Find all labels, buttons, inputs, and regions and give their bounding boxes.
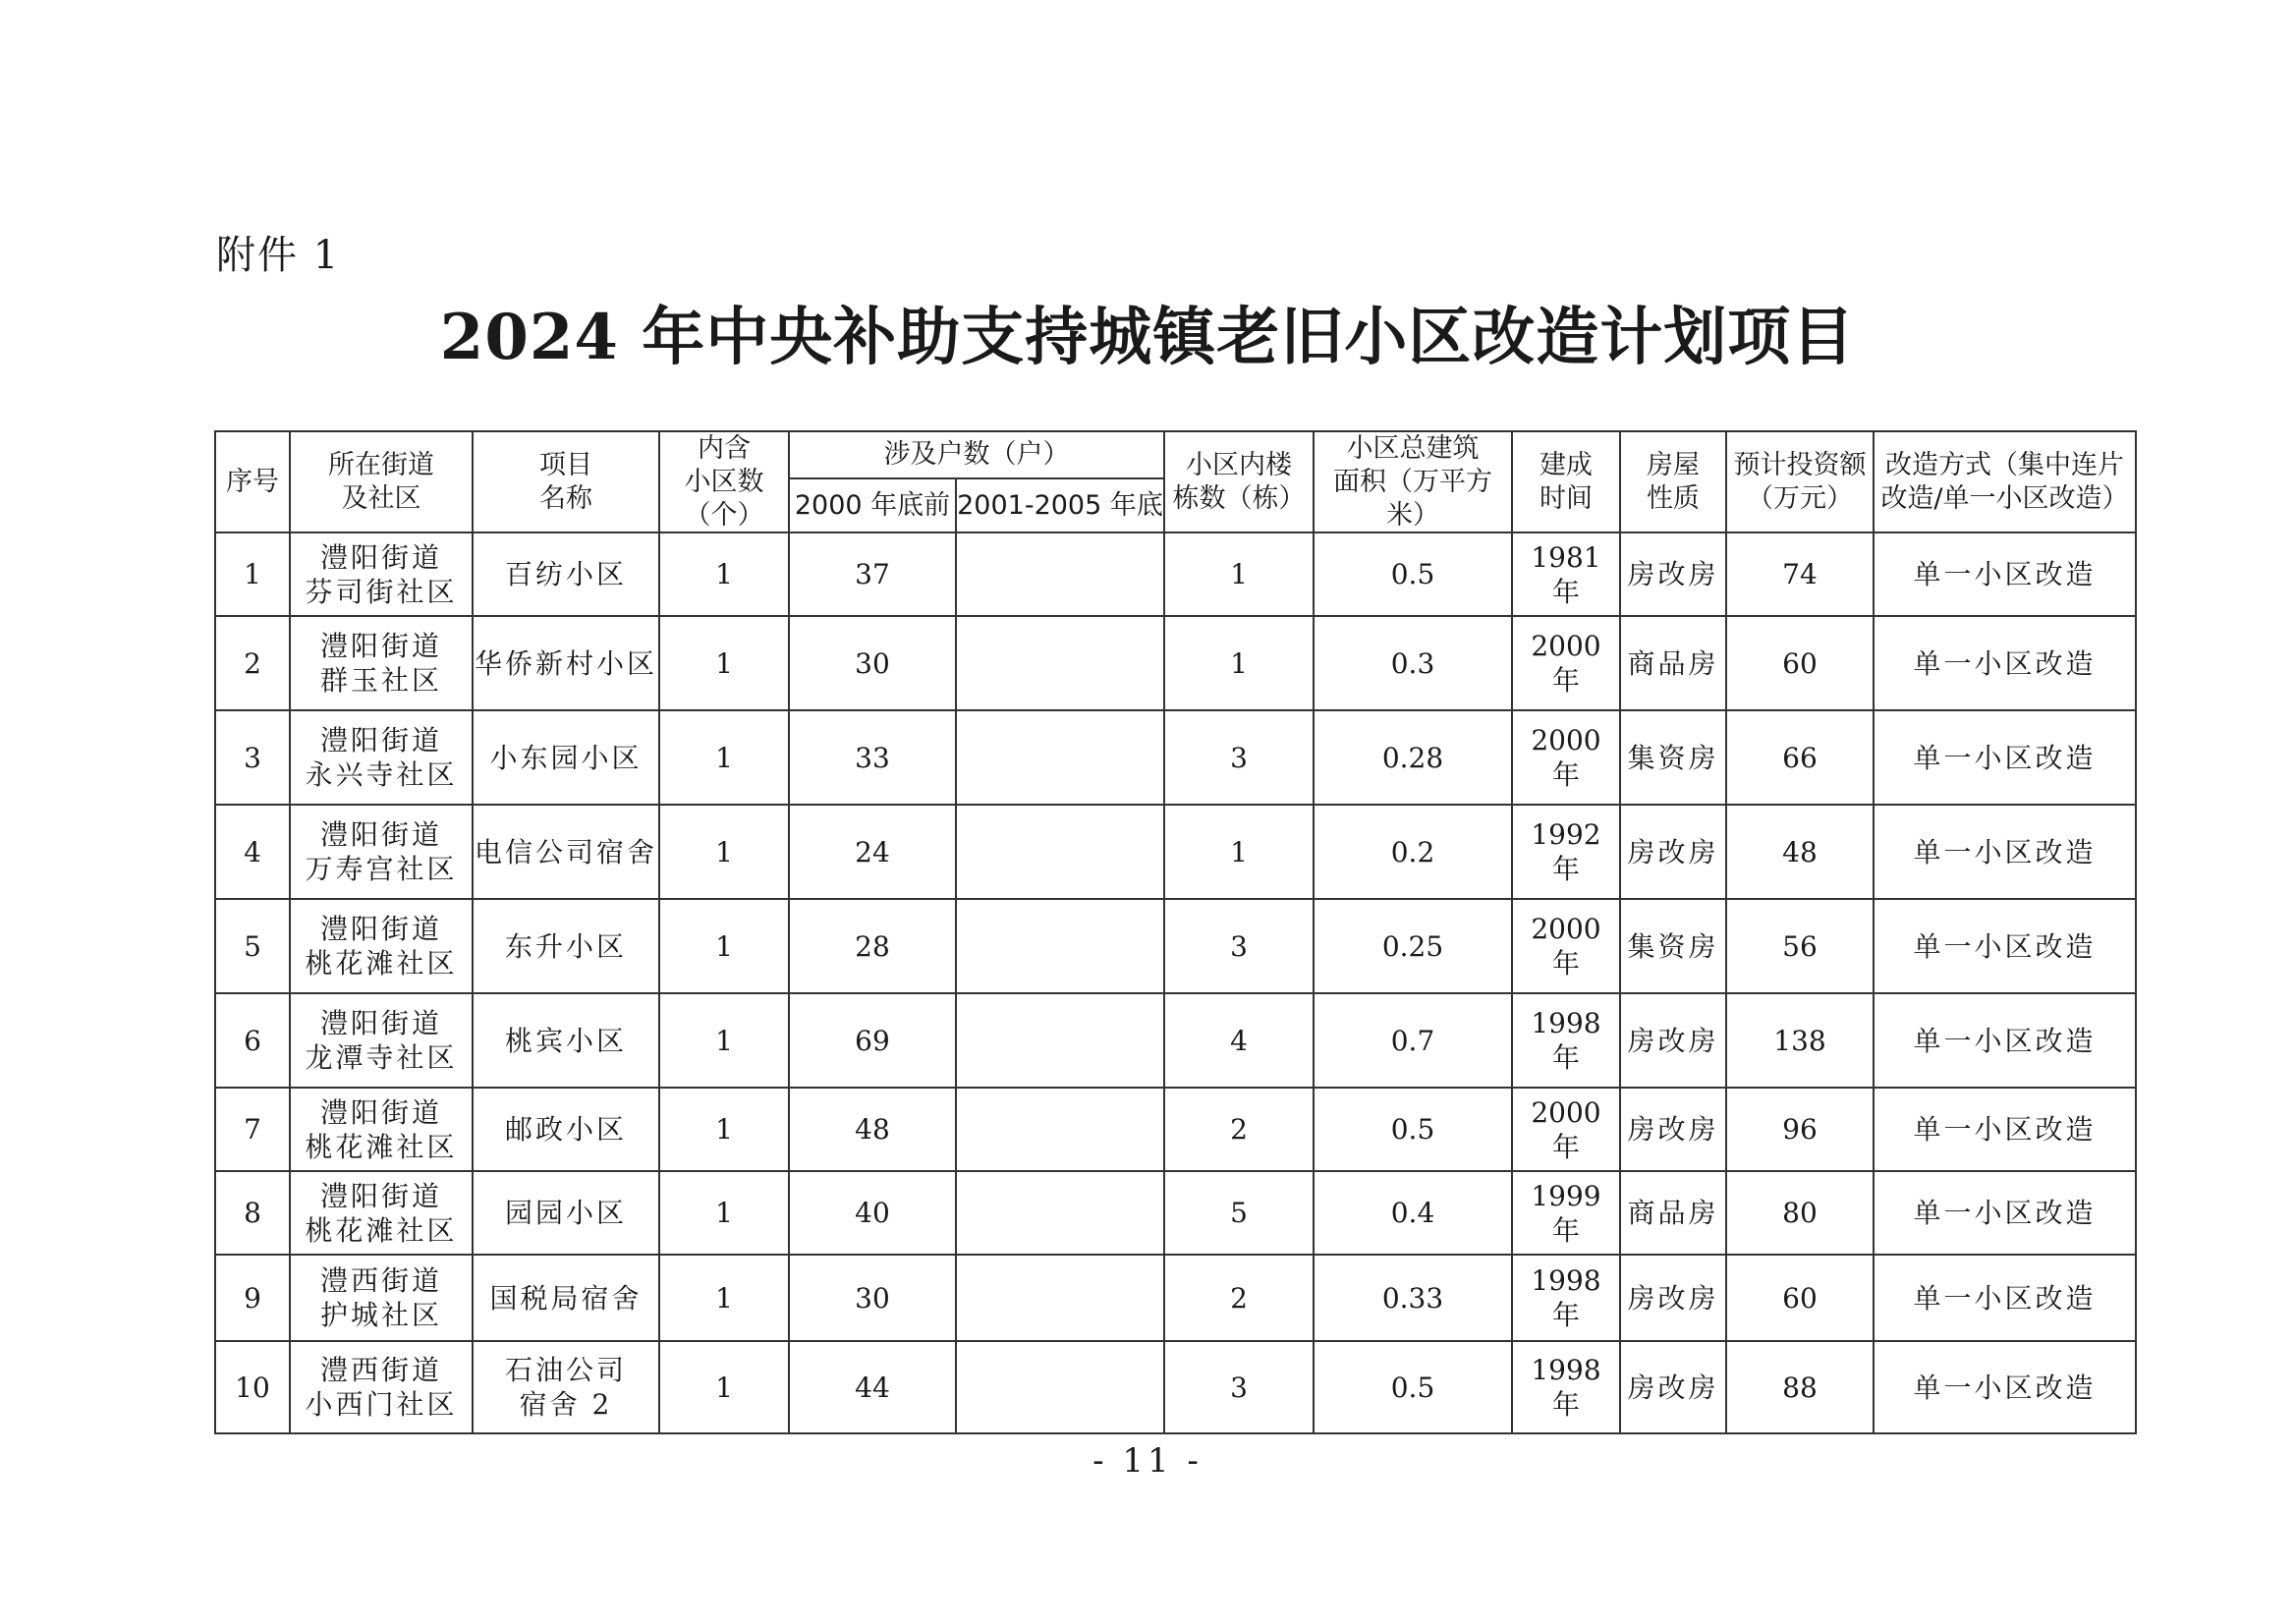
cell-renovation-method: 单一小区改造 bbox=[1874, 899, 2136, 993]
cell-renovation-method: 单一小区改造 bbox=[1874, 1171, 2136, 1255]
cell-households-pre2000: 28 bbox=[789, 899, 956, 993]
header-seq: 序号 bbox=[215, 431, 290, 532]
cell-housing-nature: 集资房 bbox=[1620, 710, 1726, 805]
cell-households-pre2000: 24 bbox=[789, 805, 956, 899]
cell-built-time: 1999 年 bbox=[1512, 1171, 1620, 1255]
cell-project-name: 小东园小区 bbox=[473, 710, 659, 805]
cell-street-community: 澧阳街道 群玉社区 bbox=[290, 616, 473, 710]
cell-households-pre2000: 40 bbox=[789, 1171, 956, 1255]
cell-housing-nature: 房改房 bbox=[1620, 993, 1726, 1088]
table-row bbox=[215, 993, 2136, 1088]
cell-floor-area: 0.7 bbox=[1314, 993, 1512, 1088]
table-row bbox=[215, 899, 2136, 993]
cell-investment: 60 bbox=[1726, 1255, 1874, 1341]
cell-street-community: 澧阳街道 桃花滩社区 bbox=[290, 1088, 473, 1171]
cell-built-time: 1998 年 bbox=[1512, 993, 1620, 1088]
cell-investment: 60 bbox=[1726, 616, 1874, 710]
cell-built-time: 2000 年 bbox=[1512, 710, 1620, 805]
table-row bbox=[215, 1088, 2136, 1171]
cell-households-pre2000: 48 bbox=[789, 1088, 956, 1171]
table-row bbox=[215, 1255, 2136, 1341]
annex-label: 附件 1 bbox=[216, 233, 341, 278]
cell-investment: 66 bbox=[1726, 710, 1874, 805]
cell-households-pre2000: 44 bbox=[789, 1341, 956, 1433]
cell-project-name: 园园小区 bbox=[473, 1171, 659, 1255]
cell-households-2001-2005 bbox=[956, 1171, 1164, 1255]
table-row bbox=[215, 1171, 2136, 1255]
cell-floor-area: 0.25 bbox=[1314, 899, 1512, 993]
table-row bbox=[215, 710, 2136, 805]
cell-street-community: 澧阳街道 桃花滩社区 bbox=[290, 899, 473, 993]
table-header bbox=[215, 431, 2136, 532]
cell-floor-area: 0.5 bbox=[1314, 532, 1512, 616]
cell-seq: 7 bbox=[215, 1088, 290, 1171]
cell-project-name: 石油公司 宿舍 2 bbox=[473, 1341, 659, 1433]
cell-households-pre2000: 30 bbox=[789, 1255, 956, 1341]
header-project-name: 项目 名称 bbox=[473, 431, 659, 532]
header-community-count: 内含 小区数（个） bbox=[659, 431, 789, 532]
cell-project-name: 百纺小区 bbox=[473, 532, 659, 616]
cell-renovation-method: 单一小区改造 bbox=[1874, 710, 2136, 805]
header-housing-nature: 房屋 性质 bbox=[1620, 431, 1726, 532]
cell-floor-area: 0.4 bbox=[1314, 1171, 1512, 1255]
cell-housing-nature: 房改房 bbox=[1620, 532, 1726, 616]
cell-households-2001-2005 bbox=[956, 993, 1164, 1088]
table-row bbox=[215, 805, 2136, 899]
cell-buildings: 1 bbox=[1164, 805, 1314, 899]
cell-community-count: 1 bbox=[659, 1255, 789, 1341]
cell-buildings: 3 bbox=[1164, 899, 1314, 993]
cell-street-community: 澧西街道 小西门社区 bbox=[290, 1341, 473, 1433]
cell-renovation-method: 单一小区改造 bbox=[1874, 993, 2136, 1088]
cell-households-2001-2005 bbox=[956, 710, 1164, 805]
cell-built-time: 2000 年 bbox=[1512, 616, 1620, 710]
cell-housing-nature: 房改房 bbox=[1620, 1255, 1726, 1341]
document-title: 2024 年中央补助支持城镇老旧小区改造计划项目 bbox=[439, 301, 1856, 374]
cell-renovation-method: 单一小区改造 bbox=[1874, 805, 2136, 899]
cell-investment: 48 bbox=[1726, 805, 1874, 899]
header-row-top bbox=[215, 431, 2136, 478]
cell-investment: 74 bbox=[1726, 532, 1874, 616]
cell-households-2001-2005 bbox=[956, 805, 1164, 899]
cell-community-count: 1 bbox=[659, 532, 789, 616]
header-households-2001-2005: 2001-2005 年底 bbox=[956, 478, 1164, 532]
cell-households-pre2000: 33 bbox=[789, 710, 956, 805]
cell-investment: 138 bbox=[1726, 993, 1874, 1088]
cell-buildings: 3 bbox=[1164, 710, 1314, 805]
project-table bbox=[214, 430, 2137, 1434]
cell-project-name: 桃宾小区 bbox=[473, 993, 659, 1088]
cell-community-count: 1 bbox=[659, 710, 789, 805]
cell-households-pre2000: 69 bbox=[789, 993, 956, 1088]
cell-project-name: 国税局宿舍 bbox=[473, 1255, 659, 1341]
cell-project-name: 邮政小区 bbox=[473, 1088, 659, 1171]
cell-floor-area: 0.3 bbox=[1314, 616, 1512, 710]
header-households: 涉及户数（户） bbox=[789, 431, 1164, 478]
cell-buildings: 1 bbox=[1164, 616, 1314, 710]
cell-households-2001-2005 bbox=[956, 532, 1164, 616]
cell-seq: 5 bbox=[215, 899, 290, 993]
cell-seq: 8 bbox=[215, 1171, 290, 1255]
cell-buildings: 5 bbox=[1164, 1171, 1314, 1255]
cell-housing-nature: 房改房 bbox=[1620, 1341, 1726, 1433]
table-row bbox=[215, 532, 2136, 616]
cell-households-2001-2005 bbox=[956, 1255, 1164, 1341]
header-households-pre2000: 2000 年底前 bbox=[789, 478, 956, 532]
cell-floor-area: 0.5 bbox=[1314, 1088, 1512, 1171]
cell-buildings: 2 bbox=[1164, 1255, 1314, 1341]
cell-housing-nature: 房改房 bbox=[1620, 805, 1726, 899]
table-body bbox=[215, 532, 2136, 1433]
cell-investment: 56 bbox=[1726, 899, 1874, 993]
cell-seq: 4 bbox=[215, 805, 290, 899]
cell-street-community: 澧阳街道 龙潭寺社区 bbox=[290, 993, 473, 1088]
cell-housing-nature: 商品房 bbox=[1620, 616, 1726, 710]
cell-investment: 80 bbox=[1726, 1171, 1874, 1255]
cell-floor-area: 0.5 bbox=[1314, 1341, 1512, 1433]
cell-project-name: 电信公司宿舍 bbox=[473, 805, 659, 899]
header-buildings: 小区内楼 栋数（栋） bbox=[1164, 431, 1314, 532]
cell-renovation-method: 单一小区改造 bbox=[1874, 1088, 2136, 1171]
cell-buildings: 4 bbox=[1164, 993, 1314, 1088]
cell-project-name: 华侨新村小区 bbox=[473, 616, 659, 710]
cell-street-community: 澧阳街道 万寿宫社区 bbox=[290, 805, 473, 899]
header-floor-area: 小区总建筑 面积（万平方米） bbox=[1314, 431, 1512, 532]
cell-households-2001-2005 bbox=[956, 616, 1164, 710]
cell-built-time: 1998 年 bbox=[1512, 1255, 1620, 1341]
table-row bbox=[215, 616, 2136, 710]
cell-seq: 9 bbox=[215, 1255, 290, 1341]
cell-built-time: 2000 年 bbox=[1512, 1088, 1620, 1171]
cell-investment: 96 bbox=[1726, 1088, 1874, 1171]
cell-street-community: 澧阳街道 芬司街社区 bbox=[290, 532, 473, 616]
cell-community-count: 1 bbox=[659, 1171, 789, 1255]
cell-built-time: 1992 年 bbox=[1512, 805, 1620, 899]
cell-seq: 6 bbox=[215, 993, 290, 1088]
cell-buildings: 2 bbox=[1164, 1088, 1314, 1171]
table-row bbox=[215, 1341, 2136, 1433]
cell-renovation-method: 单一小区改造 bbox=[1874, 616, 2136, 710]
cell-community-count: 1 bbox=[659, 805, 789, 899]
cell-seq: 3 bbox=[215, 710, 290, 805]
cell-households-2001-2005 bbox=[956, 1341, 1164, 1433]
cell-floor-area: 0.33 bbox=[1314, 1255, 1512, 1341]
cell-housing-nature: 房改房 bbox=[1620, 1088, 1726, 1171]
cell-street-community: 澧西街道 护城社区 bbox=[290, 1255, 473, 1341]
cell-community-count: 1 bbox=[659, 993, 789, 1088]
cell-housing-nature: 商品房 bbox=[1620, 1171, 1726, 1255]
cell-investment: 88 bbox=[1726, 1341, 1874, 1433]
project-table-wrapper bbox=[214, 430, 2137, 1434]
header-street-community: 所在街道 及社区 bbox=[290, 431, 473, 532]
cell-built-time: 2000 年 bbox=[1512, 899, 1620, 993]
cell-seq: 10 bbox=[215, 1341, 290, 1433]
header-renovation-method: 改造方式（集中连片 改造/单一小区改造） bbox=[1874, 431, 2136, 532]
cell-renovation-method: 单一小区改造 bbox=[1874, 532, 2136, 616]
cell-community-count: 1 bbox=[659, 616, 789, 710]
cell-housing-nature: 集资房 bbox=[1620, 899, 1726, 993]
page-number: - 11 - bbox=[1092, 1441, 1203, 1481]
cell-renovation-method: 单一小区改造 bbox=[1874, 1341, 2136, 1433]
cell-community-count: 1 bbox=[659, 1341, 789, 1433]
cell-buildings: 1 bbox=[1164, 532, 1314, 616]
cell-floor-area: 0.2 bbox=[1314, 805, 1512, 899]
cell-street-community: 澧阳街道 永兴寺社区 bbox=[290, 710, 473, 805]
cell-built-time: 1981 年 bbox=[1512, 532, 1620, 616]
header-investment: 预计投资额 （万元） bbox=[1726, 431, 1874, 532]
cell-project-name: 东升小区 bbox=[473, 899, 659, 993]
header-built-time: 建成 时间 bbox=[1512, 431, 1620, 532]
cell-community-count: 1 bbox=[659, 899, 789, 993]
cell-households-pre2000: 30 bbox=[789, 616, 956, 710]
cell-seq: 2 bbox=[215, 616, 290, 710]
cell-households-pre2000: 37 bbox=[789, 532, 956, 616]
cell-buildings: 3 bbox=[1164, 1341, 1314, 1433]
cell-floor-area: 0.28 bbox=[1314, 710, 1512, 805]
cell-street-community: 澧阳街道 桃花滩社区 bbox=[290, 1171, 473, 1255]
cell-seq: 1 bbox=[215, 532, 290, 616]
cell-community-count: 1 bbox=[659, 1088, 789, 1171]
cell-households-2001-2005 bbox=[956, 899, 1164, 993]
cell-households-2001-2005 bbox=[956, 1088, 1164, 1171]
cell-built-time: 1998 年 bbox=[1512, 1341, 1620, 1433]
cell-renovation-method: 单一小区改造 bbox=[1874, 1255, 2136, 1341]
